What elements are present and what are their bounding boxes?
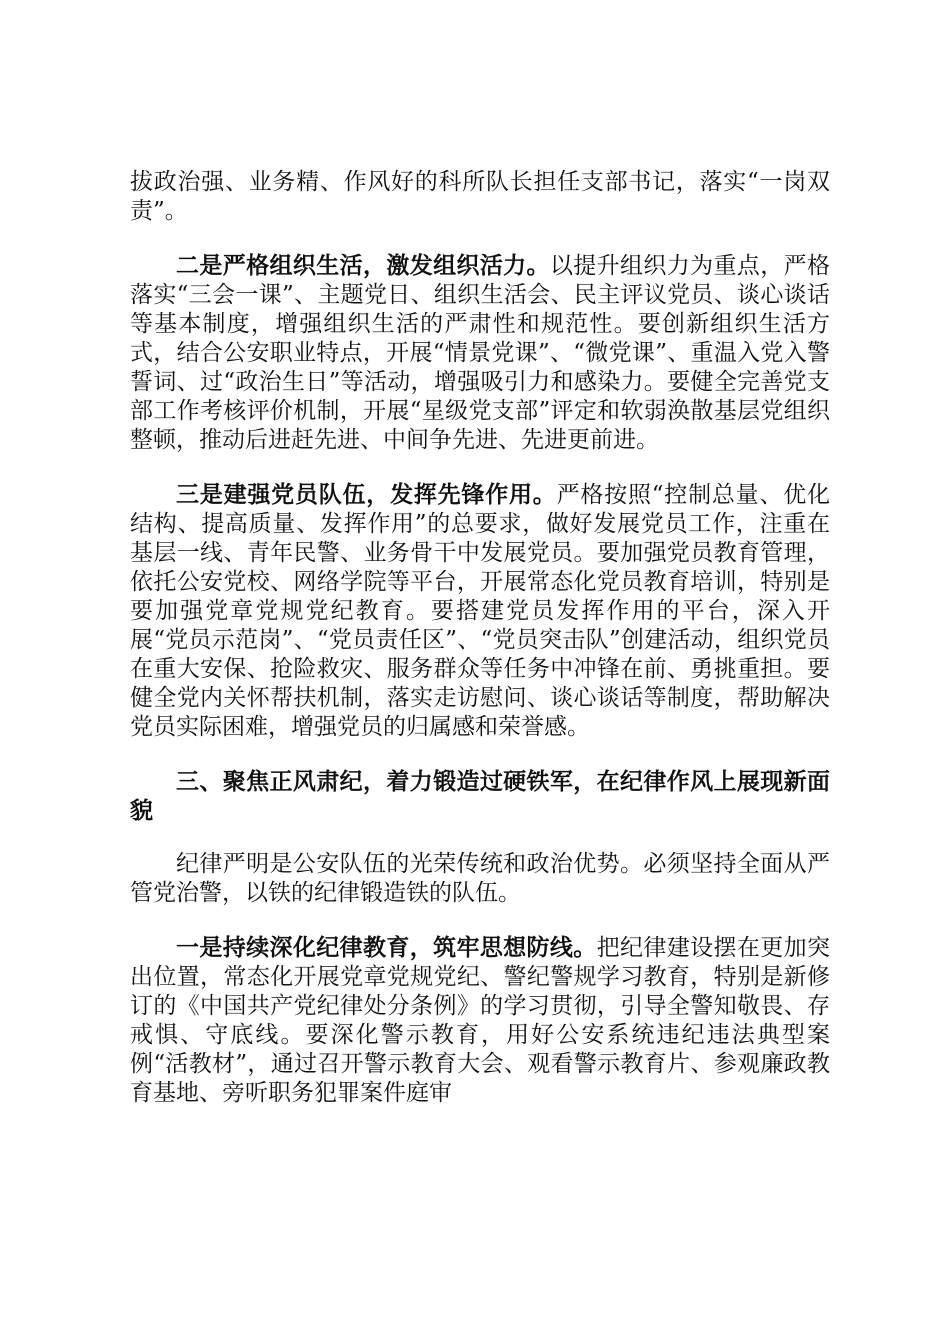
paragraph-organization-life bbox=[130, 251, 830, 455]
paragraph-text: 纪律严明是公安队伍的光荣传统和政治优势。必须坚持全面从严管党治警，以铁的纪律锻造铁的队伍。 bbox=[130, 851, 830, 906]
section-heading: 三、聚焦正风肃纪，着力锻造过硬铁军，在纪律作风上展现新面貌 bbox=[130, 768, 830, 824]
paragraph-text: 以提升组织力为重点，严格落实“三会一课”、主题党日、组织生活会、民主评议党员、谈心谈话等基本制度，增强组织生活的严肃性和规范性。要创新组织生活方式，结合公安职业特点，开展“情景党课”、“微党课”、重温入党入警誓词、过“政治生日”等活动，增强吸引力和感染力。要健全完善党支部工作考核评价机制，开展“星级党支部”评定和软弱涣散基层党组织整顿，推动后进赶先进、中间争先进、先进更前进。 bbox=[130, 253, 831, 453]
paragraph-text: 严格按照“控制总量、优化结构、提高质量、发挥作用”的总要求，做好发展党员工作，注重在基层一线、青年民警、业务骨干中发展党员。要加强党员教育管理，依托公安党校、网络学院等平台，开展常态化党员教育培训，特别是要加强党章党规党纪教育。要搭建党员发挥作用的平台，深入开展“党员示范岗”、“党员责任区”、“党员突击队”创建活动，组织党员在重大安保、抢险救灾、服务群众等任务中冲锋在前、勇挑重担。要健全党内关怀帮扶机制，落实走访慰问、谈心谈话等制度，帮助解决党员实际困难，增强党员的归属感和荣誉感。 bbox=[130, 482, 831, 740]
paragraph-lead: 二是严格组织生活，激发组织活力。 bbox=[176, 252, 550, 279]
paragraph-text: 拔政治强、业务精、作风好的科所队长担任支部书记，落实“一岗双责”。 bbox=[130, 169, 830, 224]
paragraph-lead: 三是建强党员队伍，发挥先锋作用。 bbox=[176, 481, 557, 508]
paragraph-continuation bbox=[130, 168, 830, 226]
paragraph-lead: 一是持续深化纪律教育，筑牢思想防线。 bbox=[176, 934, 597, 961]
paragraph-discipline-education bbox=[130, 933, 830, 1108]
paragraph-discipline-intro bbox=[130, 850, 830, 908]
paragraph-text: 把纪律建设摆在更加突出位置，常态化开展党章党规党纪、警纪警规学习教育，特别是新修订的《中国共产党纪律处分条例》的学习贯彻，引导全警知敬畏、存戒惧、守底线。要深化警示教育，用好公安系统违纪违法典型案例“活教材”，通过召开警示教育大会、观看警示教育片、参观廉政教育基地、旁听职务犯罪案件庭审 bbox=[130, 935, 831, 1106]
paragraph-party-members bbox=[130, 480, 830, 742]
document-page bbox=[130, 168, 830, 1133]
